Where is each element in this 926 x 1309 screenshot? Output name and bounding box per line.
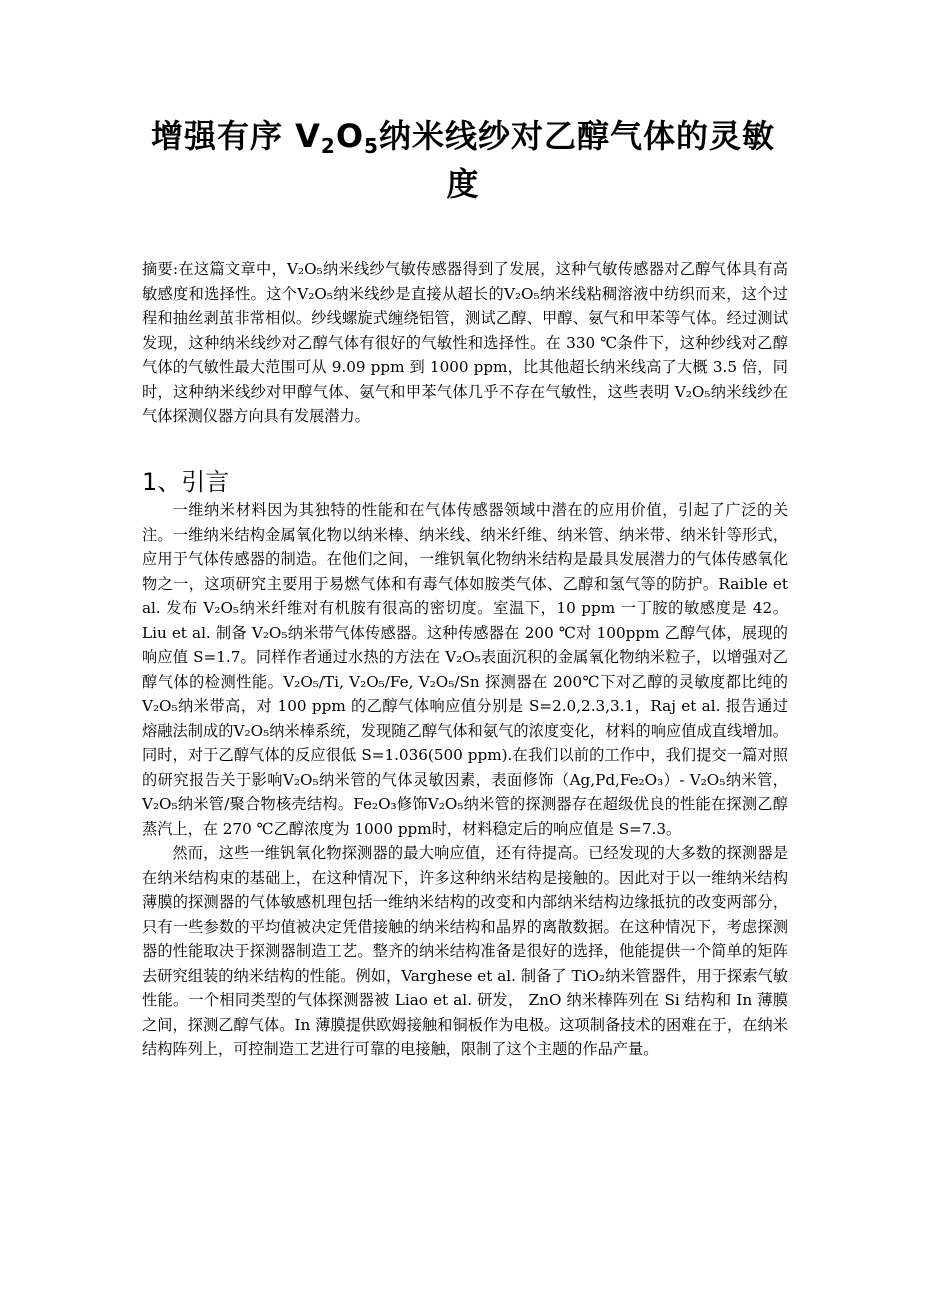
section-heading-intro: 1、引言	[142, 468, 230, 496]
paragraph-2: 然而，这些一维钒氧化物探测器的最大响应值，还有待提高。已经发现的大多数的探测器是在纳米结构束的基础上，在这种情况下，许多这种纳米结构是接触的。因此对于以一维纳米结构薄膜的探测器的气体敏感机理包括一维纳米结构的改变和内部纳米结构边缘抵抗的改变两部分，只有一些参数的平均值被决定凭借接触的纳米结构和晶界的离散数据。在这种情况下，考虑探测器的性能取决于探测器制造工艺。整齐的纳米结构准备是很好的选择，他能提供一个简单的矩阵去研究组装的纳米结构的性能。例如，Varghese et al. 制备了 TiO₂纳米管器件，用于探索气敏性能。一个相同类型的气体探测器被 Liao et al. 研发， ZnO 纳米棒阵列在 Si 结构和 In 薄膜之间，探测乙醇气体。In 薄膜提供欧姆接触和铜板作为电极。这项制备技术的困难在于，在纳米结构阵列上，可控制造工艺进行可靠的电接触，限制了这个主题的作品产量。	[142, 844, 788, 1058]
section-body	[142, 498, 788, 1062]
abstract: 摘要:在这篇文章中，V₂O₅纳米线纱气敏传感器得到了发展，这种气敏传感器对乙醇气体具有高敏感度和选择性。这个V₂O₅纳米线纱是直接从超长的V₂O₅纳米线粘稠溶液中纺织而来，这个过程和抽丝剥茧非常相似。纱线螺旋式缠绕铝管，测试乙醇、甲醇、氨气和甲苯等气体。经过测试发现，这种纳米线纱对乙醇气体有很好的气敏性和选择性。在 330 ℃条件下，这种纱线对乙醇气体的气敏性最大范围可从 9.09 ppm 到 1000 ppm，比其他超长纳米线高了大概 3.5 倍，同时，这种纳米线纱对甲醇气体、氨气和甲苯气体几乎不存在气敏性，这些表明 V₂O₅纳米线纱在气体探测仪器方向具有发展潜力。	[142, 260, 788, 425]
title-subscript-5: 5	[364, 134, 379, 158]
title-text-2: O	[335, 117, 365, 155]
title-text-1: 增强有序 V	[151, 117, 321, 155]
document-title	[140, 112, 786, 208]
paragraph-1: 一维纳米材料因为其独特的性能和在气体传感器领域中潜在的应用价值，引起了广泛的关注。一维纳米结构金属氧化物以纳米棒、纳米线、纳米纤维、纳米管、纳米带、纳米针等形式，应用于气体传感器的制造。在他们之间，一维钒氧化物纳米结构是最具发展潜力的气体传感氧化物之一，这项研究主要用于易燃气体和有毒气体如胺类气体、乙醇和氢气等的防护。Raible et al. 发布 V₂O₅纳米纤维对有机胺有很高的密切度。室温下，10 ppm 一丁胺的敏感度是 42。Liu et al. 制备 V₂O₅纳米带气体传感器。这种传感器在 200 ℃对 100ppm 乙醇气体，展现的响应值 S=1.7。同样作者通过水热的方法在 V₂O₅表面沉积的金属氧化物纳米粒子，以增强对乙醇气体的检测性能。V₂O₅/Ti, V₂O₅/Fe, V₂O₅/Sn 探测器在 200℃下对乙醇的灵敏度都比纯的V₂O₅纳米带高，对 100 ppm 的乙醇气体响应值分别是 S=2.0,2.3,3.1，Raj et al. 报告通过熔融法制成的V₂O₅纳米棒系统，发现随乙醇气体和氨气的浓度变化，材料的响应值成直线增加。同时，对于乙醇气体的反应很低 S=1.036(500 ppm).在我们以前的工作中，我们提交一篇对照的研究报告关于影响V₂O₅纳米管的气体灵敏因素，表面修饰（Ag,Pd,Fe₂O₃）- V₂O₅纳米管，V₂O₅纳米管/聚合物核壳结构。Fe₂O₃修饰V₂O₅纳米管的探测器存在超级优良的性能在探测乙醇蒸汽上，在 270 ℃乙醇浓度为 1000 ppm时，材料稳定后的响应值是 S=7.3。	[142, 501, 788, 838]
title-text-3: 纳米线纱对乙醇气体的灵敏度	[378, 117, 775, 203]
title-subscript-2: 2	[320, 134, 336, 158]
